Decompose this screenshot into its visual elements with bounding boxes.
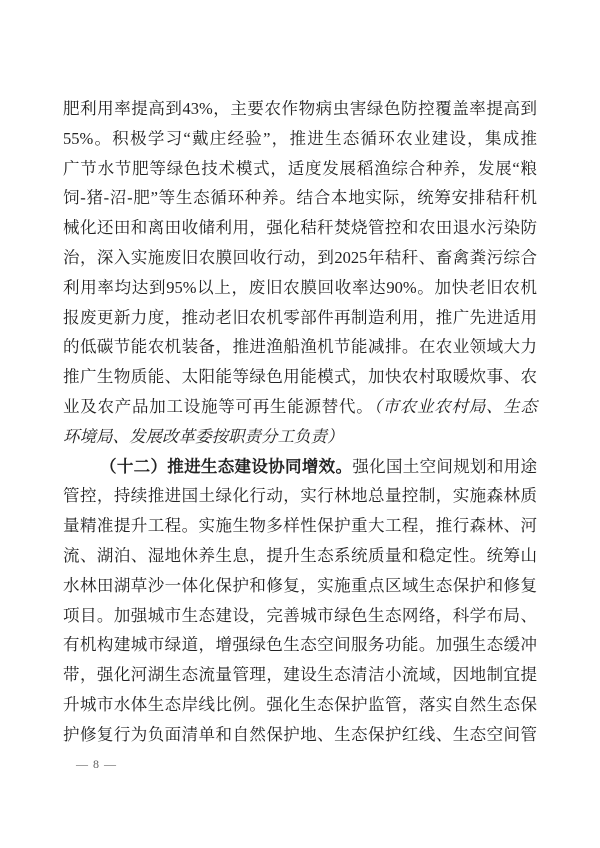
text-line xyxy=(63,303,537,333)
text-line xyxy=(63,362,537,392)
text-segment-normal: 械化还田和离田收储利用，强化秸秆焚烧管控和农田退水污染防 xyxy=(63,218,537,238)
text-line xyxy=(63,541,537,571)
text-line xyxy=(63,511,537,541)
text-line xyxy=(63,571,537,601)
text-line xyxy=(63,660,537,690)
text-line xyxy=(63,601,537,631)
text-segment-normal: 强化国土空间规划和用途 xyxy=(352,456,538,476)
text-line xyxy=(63,690,537,720)
text-line xyxy=(63,183,537,213)
paragraph-agriculture-green-development xyxy=(63,94,537,452)
text-line xyxy=(63,481,537,511)
text-segment-normal: 升城市水体生态岸线比例。强化生态保护监管，落实自然生态保 xyxy=(63,694,537,714)
text-line xyxy=(63,392,537,422)
text-segment-normal: 利用率均达到95%以上，废旧农膜回收率达90%。加快老旧农机 xyxy=(63,277,537,297)
text-line xyxy=(63,452,537,482)
text-segment-normal: 报废更新力度，推动老旧农机零部件再制造利用，推广先进适用 xyxy=(63,307,537,327)
text-segment-kaiti: 环境局、发展改革委按职责分工负责） xyxy=(63,426,344,446)
text-line xyxy=(63,213,537,243)
text-line xyxy=(63,720,537,750)
text-line xyxy=(63,422,537,452)
text-segment-normal: 项目。加强城市生态建设，完善城市绿色生态网络，科学布局、 xyxy=(63,605,537,625)
paragraph-12-ecological-construction xyxy=(63,452,537,750)
text-segment-normal: 的低碳节能农机装备，推进渔船渔机节能减排。在农业领域大力 xyxy=(63,337,537,357)
text-line xyxy=(63,630,537,660)
text-segment-normal: 有机构建城市绿道，增强绿色生态空间服务功能。加强生态缓冲 xyxy=(63,635,537,655)
text-line xyxy=(63,154,537,184)
text-segment-normal: 水林田湖草沙一体化保护和修复，实施重点区域生态保护和修复 xyxy=(63,575,537,595)
text-block xyxy=(63,94,537,750)
page-number: — 8 — xyxy=(76,757,117,771)
text-segment-normal: 饲-猪-沼-肥”等生态循环种养。结合本地实际，统筹安排秸秆机 xyxy=(63,188,537,208)
text-segment-normal: 管控，持续推进国土绿化行动，实行林地总量控制，实施森林质 xyxy=(63,486,537,506)
text-segment-normal: 量精准提升工程。实施生物多样性保护重大工程，推行森林、河 xyxy=(63,516,537,536)
text-line xyxy=(63,243,537,273)
text-segment-normal: 广节水节肥等绿色技术模式，适度发展稻渔综合种养，发展“粮 xyxy=(63,158,537,178)
text-segment-normal: 业及农产品加工设施等可再生能源替代。 xyxy=(63,396,374,416)
text-segment-normal: 流、湖泊、湿地休养生息，提升生态系统质量和稳定性。统筹山 xyxy=(63,545,537,565)
text-segment-normal: 护修复行为负面清单和自然保护地、生态保护红线、生态空间管 xyxy=(63,724,537,744)
text-line xyxy=(63,124,537,154)
text-segment-bold: （十二）推进生态建设协同增效。 xyxy=(100,456,353,476)
text-segment-kaiti: （市农业农村局、生态 xyxy=(373,396,537,416)
text-segment-normal: 推广生物质能、太阳能等绿色用能模式，加快农村取暖炊事、农 xyxy=(63,367,537,387)
text-segment-normal: 治，深入实施废旧农膜回收行动，到2025年秸秆、畜禽粪污综合 xyxy=(63,247,537,267)
text-line xyxy=(63,332,537,362)
text-segment-normal: 肥利用率提高到43%，主要农作物病虫害绿色防控覆盖率提高到 xyxy=(63,99,537,118)
text-line xyxy=(63,94,537,124)
text-line xyxy=(63,273,537,303)
text-segment-normal: 带，强化河湖生态流量管理，建设生态清洁小流域，因地制宜提 xyxy=(63,665,537,685)
text-segment-normal: 55%。积极学习“戴庄经验”，推进生态循环农业建设，集成推 xyxy=(63,128,537,148)
